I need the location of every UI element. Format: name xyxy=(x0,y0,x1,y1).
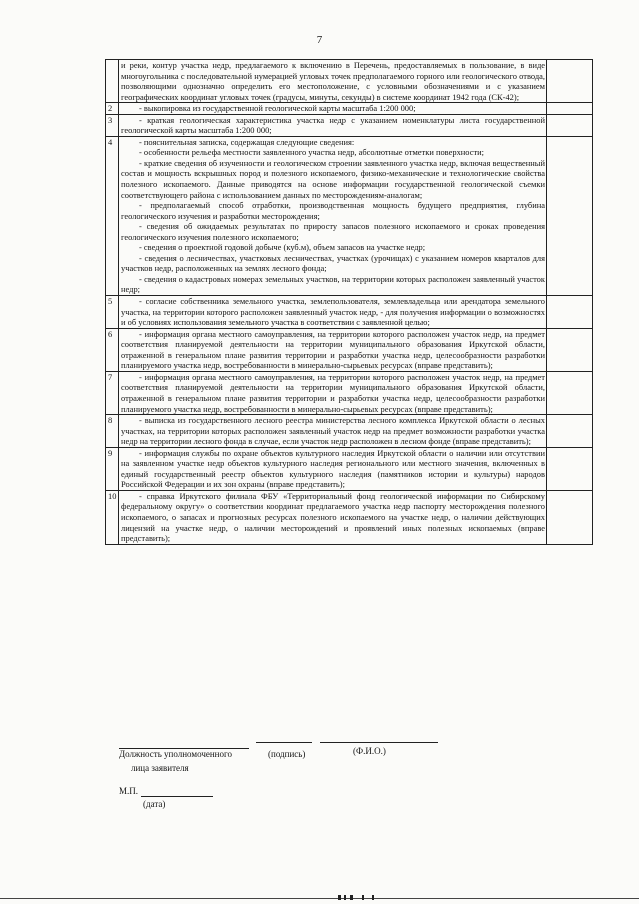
table-row xyxy=(106,114,593,136)
table-row xyxy=(106,447,593,490)
row-paragraph: - справка Иркутского филиала ФБУ «Территориальный фонд геологической информации по Сибирскому федеральному округу» о соответствии координат предлагаемого участка недр паспорту месторождения полезного ископаемого, о запасах и прогнозных ресурсах полезного ископаемого на участке недр, о наличии действующих лицензий на участке недр, о наличии месторождений и проявлений иных полезных ископаемых (вправе представить); xyxy=(121,490,545,544)
row-number: 2 xyxy=(106,103,119,115)
table-row xyxy=(106,490,593,544)
row-blank-cell xyxy=(547,447,593,490)
scan-mark xyxy=(338,895,341,900)
scan-mark xyxy=(344,895,346,900)
stamp-label: М.П. xyxy=(119,786,139,796)
row-paragraph: - сведения о лесничествах, участковых лесничествах, участках (урочищах) с указанием номеров кварталов для участков недр, расположенных на землях лесного фонда; xyxy=(121,252,545,274)
row-blank-cell xyxy=(547,103,593,115)
date-line xyxy=(141,796,213,797)
scan-mark xyxy=(350,895,353,900)
row-paragraph: - выкопировка из государственной геологической карты масштаба 1:200 000; xyxy=(139,103,416,114)
row-paragraph: - сведения о проектной годовой добыче (куб.м), объем запасов на участке недр; xyxy=(139,242,426,253)
row-text-cell xyxy=(119,490,547,544)
page-number: 7 xyxy=(316,34,323,46)
name-line xyxy=(320,742,438,743)
row-paragraph: - краткие сведения об изученности и геологическом строении заявленного участка недр, включая вещественный состав и мощность вскрышных пород и полезного ископаемого, физико-механические и технологические свойства полезного ископаемого. Данные приводятся на основе информации государственной геологической съемки соответствующего района с использованием данных по месторождениям-аналогам; xyxy=(121,157,545,200)
row-number: 7 xyxy=(106,371,119,414)
row-text-cell xyxy=(119,371,547,414)
row-number xyxy=(106,60,119,103)
row-number: 10 xyxy=(106,490,119,544)
row-paragraph: и реки, контур участка недр, предлагаемого к включению в Перечень, предоставляемых в пользование, в виде многоугольника с последовательной нумерацией угловых точек предполагаемого горного или геологического отвода, позволяющими однозначно определить его местоположение, с условными обозначениями и с указанием географических координат угловых точек (градусы, минуты, секунды) в системе координат 1942 года (СК-42); xyxy=(121,60,545,102)
row-paragraph: - согласие собственника земельного участка, землепользователя, землевладельца или арендатора земельного участка, на территории которого расположен заявленный участок недр, - для получения информации о возможностях и об условиях использования земельного участка в соответствии с заявленной целью; xyxy=(121,296,545,328)
row-number: 4 xyxy=(106,136,119,295)
table-row xyxy=(106,103,593,115)
date-label: (дата) xyxy=(143,799,166,809)
row-paragraph: - краткая геологическая характеристика участка недр с указанием номенклатуры листа государственной геологической карты масштаба 1:200 000; xyxy=(121,114,545,136)
row-number: 5 xyxy=(106,296,119,329)
row-paragraph: - сведения об ожидаемых результатах по приросту запасов полезного ископаемого и сроках проведения геологического изучения полезного ископаемого; xyxy=(121,221,545,242)
table-row xyxy=(106,136,593,295)
row-number: 9 xyxy=(106,447,119,490)
row-text-cell xyxy=(119,328,547,371)
row-blank-cell xyxy=(547,114,593,136)
row-paragraph: - выписка из государственного лесного реестра министерства лесного комплекса Иркутской области о лесных участках, на территории которых расположен заявленный участок недр на предмет возможности разработки участка недр на территории лесного фонда в случае, если участок недр расположен в лесном фонде (вправе представить); xyxy=(121,415,545,447)
table-row xyxy=(106,296,593,329)
row-blank-cell xyxy=(547,60,593,103)
row-blank-cell xyxy=(547,371,593,414)
signature-label: (подпись) xyxy=(268,749,306,759)
row-paragraph: - пояснительная записка, содержащая следующие сведения: xyxy=(139,136,355,147)
scan-mark xyxy=(372,895,374,900)
row-paragraph: - информация органа местного самоуправления, на территории которого расположен участок недр, на предмет соответствия планируемой деятельности на территории муниципального образования Иркутской области, отраженной в генеральном плане развития территории и разработки участка недр, целесообразности разработки планируемого участка недр, востребованности в минерально-сырьевых ресурсах (вправе представить); xyxy=(121,328,545,371)
row-paragraph: - сведения о кадастровых номерах земельных участков, на территории которых расположен заявленный участок недр; xyxy=(121,273,545,295)
row-number: 3 xyxy=(106,114,119,136)
scan-edge-rule xyxy=(0,898,639,899)
row-text-cell xyxy=(119,114,547,136)
row-blank-cell xyxy=(547,490,593,544)
table-row xyxy=(106,415,593,448)
row-blank-cell xyxy=(547,296,593,329)
row-text-cell xyxy=(119,415,547,448)
row-text-cell xyxy=(119,60,547,103)
row-paragraph: - предполагаемый способ отработки, производственная мощность будущего предприятия, глубина геологического изучения и разработки месторождения; xyxy=(121,200,545,221)
name-label: (Ф.И.О.) xyxy=(353,746,386,756)
position-label-line2: лица заявителя xyxy=(131,763,189,773)
signature-line xyxy=(256,742,312,743)
row-text-cell xyxy=(119,136,547,295)
row-blank-cell xyxy=(547,415,593,448)
row-blank-cell xyxy=(547,328,593,371)
row-paragraph: - особенности рельефа местности заявленного участка недр, абсолютные отметки поверхности; xyxy=(139,147,485,158)
row-number: 8 xyxy=(106,415,119,448)
row-paragraph: - информация органа местного самоуправления, на территории которого расположен участок недр, на предмет соответствия планируемой деятельности на территории муниципального образования Иркутской области, отраженной в генеральном плане развития территории и разработки участка недр, целесообразности разработки планируемого участка недр, востребованности в минерально-сырьевых ресурсах (вправе представить); xyxy=(121,371,545,414)
row-blank-cell xyxy=(547,136,593,295)
scan-mark xyxy=(362,895,364,900)
row-number: 6 xyxy=(106,328,119,371)
table-row xyxy=(106,371,593,414)
row-text-cell xyxy=(119,103,547,115)
position-label: Должность уполномоченного xyxy=(119,749,232,759)
table-row xyxy=(106,60,593,103)
table-row xyxy=(106,328,593,371)
row-text-cell xyxy=(119,296,547,329)
row-paragraph: - информация службы по охране объектов культурного наследия Иркутской области о наличии или отсутствии на заявленном участке недр объектов культурного наследия регионального или местного значения, включенных в единый государственный реестр объектов культурного наследия (памятников истории и культуры) народов Российской Федерации и их зон охраны (вправе представить); xyxy=(121,447,545,490)
row-text-cell xyxy=(119,447,547,490)
documents-table xyxy=(105,59,593,545)
